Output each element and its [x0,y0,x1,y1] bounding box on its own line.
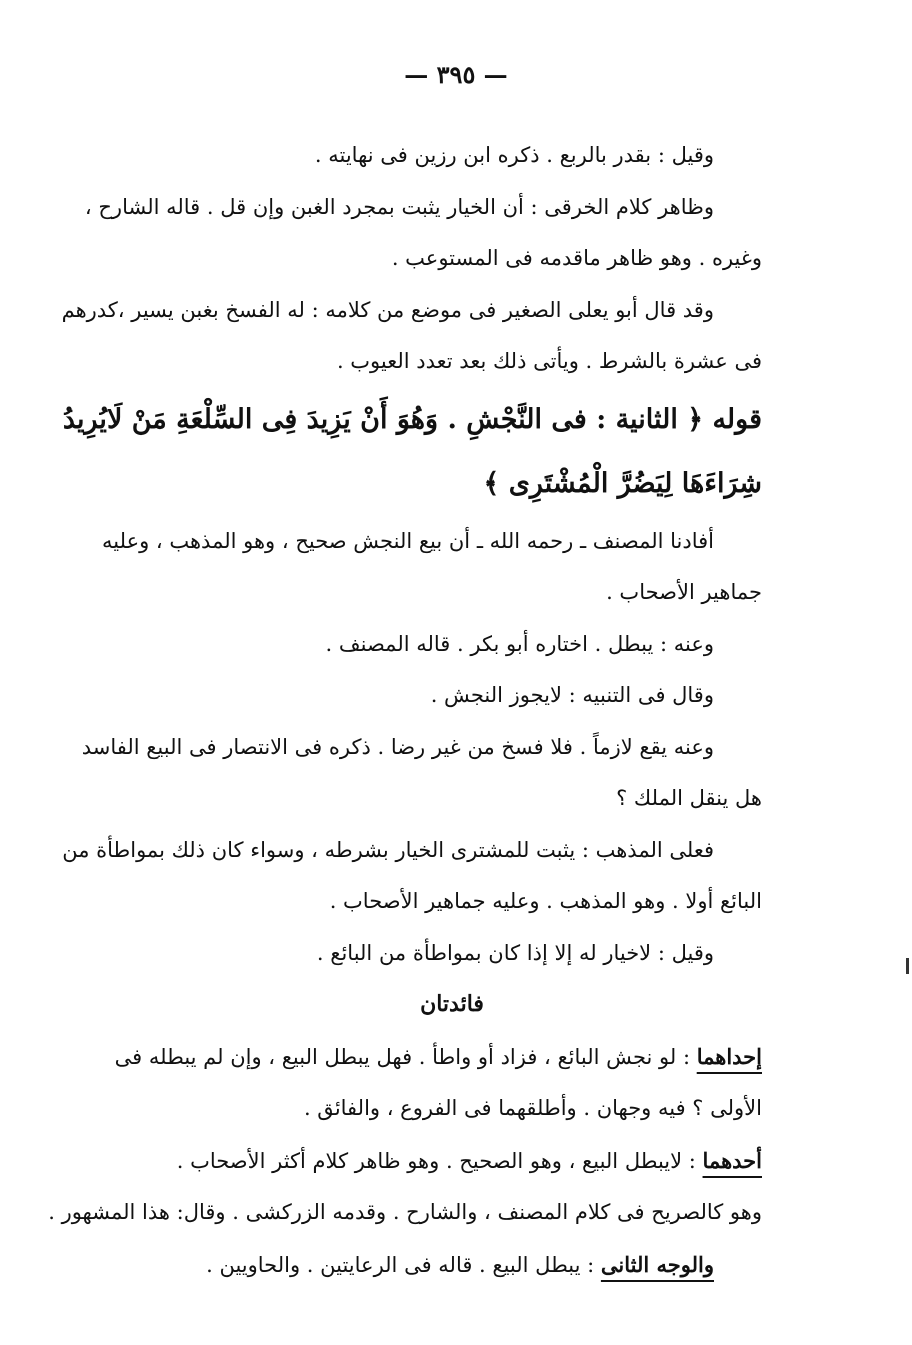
text-line: فعلى المذهب : يثبت للمشترى الخيار بشرطه ، وسواء كان ذلك بمواطأة من [62,837,714,862]
text-line: وغيره . وهو ظاهر ماقدمه فى المستوعب . [391,246,762,270]
text-line [114,1031,762,1084]
text-line: وقيل : لاخيار له إلا إذا كان بمواطأة من البائع . [316,940,714,965]
text-line: وقد قال أبو يعلى الصغير فى موضع من كلامه : له الفسخ بغبن يسير ،كدرهم [61,297,714,322]
text-line: الأولى ؟ فيه وجهان . وأطلقهما فى الفروع ، والفائق . [303,1096,762,1120]
text-line [142,1239,762,1292]
section-heading: فائدتان [420,991,484,1017]
text-line [142,1135,762,1188]
text-line-body: : يبطل البيع . قاله فى الرعايتين . والحاويين . [206,1252,601,1277]
text-line: البائع أولا . وهو المذهب . وعليه جماهير الأصحاب . [329,889,762,913]
scan-margin-mark [906,958,909,974]
text-line: وعنه : يبطل . اختاره أبو بكر . قاله المصنف . [325,631,714,656]
text-line-body: : لو نجش البائع ، فزاد أو واطأ . فهل يبطل البيع ، وإن لم يبطله فى [114,1044,697,1069]
page-body [48,130,762,1291]
text-line: هل ينقل الملك ؟ [616,786,762,810]
quoted-matn-line: قوله ﴿ الثانية : فى النَّجْشِ . وَهُوَ أَنْ يَزِيدَ فِى السِّلْعَةِ مَنْ لَايُرِيدُ [62,403,762,435]
text-line: فى عشرة بالشرط . ويأتى ذلك بعد تعدد العيوب . [336,349,762,373]
term-label: والوجه الثانى [600,1251,714,1277]
term-label: إحداهما [696,1043,762,1069]
page-number: — ٣٩٥ — [404,60,508,89]
text-line: جماهير الأصحاب . [606,580,762,604]
text-line: وقال فى التنبيه : لايجوز النجش . [430,683,714,707]
text-line: أفادنا المصنف ـ رحمه الله ـ أن بيع النجش صحيح ، وهو المذهب ، وعليه [102,528,714,553]
text-line: وقيل : بقدر بالربع . ذكره ابن رزين فى نهايته . [314,143,714,167]
text-line: وعنه يقع لازماً . فلا فسخ من غير رضا . ذكره فى الانتصار فى البيع الفاسد [81,734,714,759]
text-line: وهو كالصريح فى كلام المصنف ، والشارح . وقدمه الزركشى . وقال: هذا المشهور . [48,1200,762,1224]
quoted-matn-line: شِرَاءَهَا لِيَضُرَّ الْمُشْتَرِى ﴾ [483,467,762,499]
text-line: وظاهر كلام الخرقى : أن الخيار يثبت بمجرد الغبن وإن قل . قاله الشارح ، [84,194,714,219]
text-line-body: : لايبطل البيع ، وهو الصحيح . وهو ظاهر كلام أكثر الأصحاب . [176,1148,703,1173]
term-label: أحدهما [702,1147,762,1173]
